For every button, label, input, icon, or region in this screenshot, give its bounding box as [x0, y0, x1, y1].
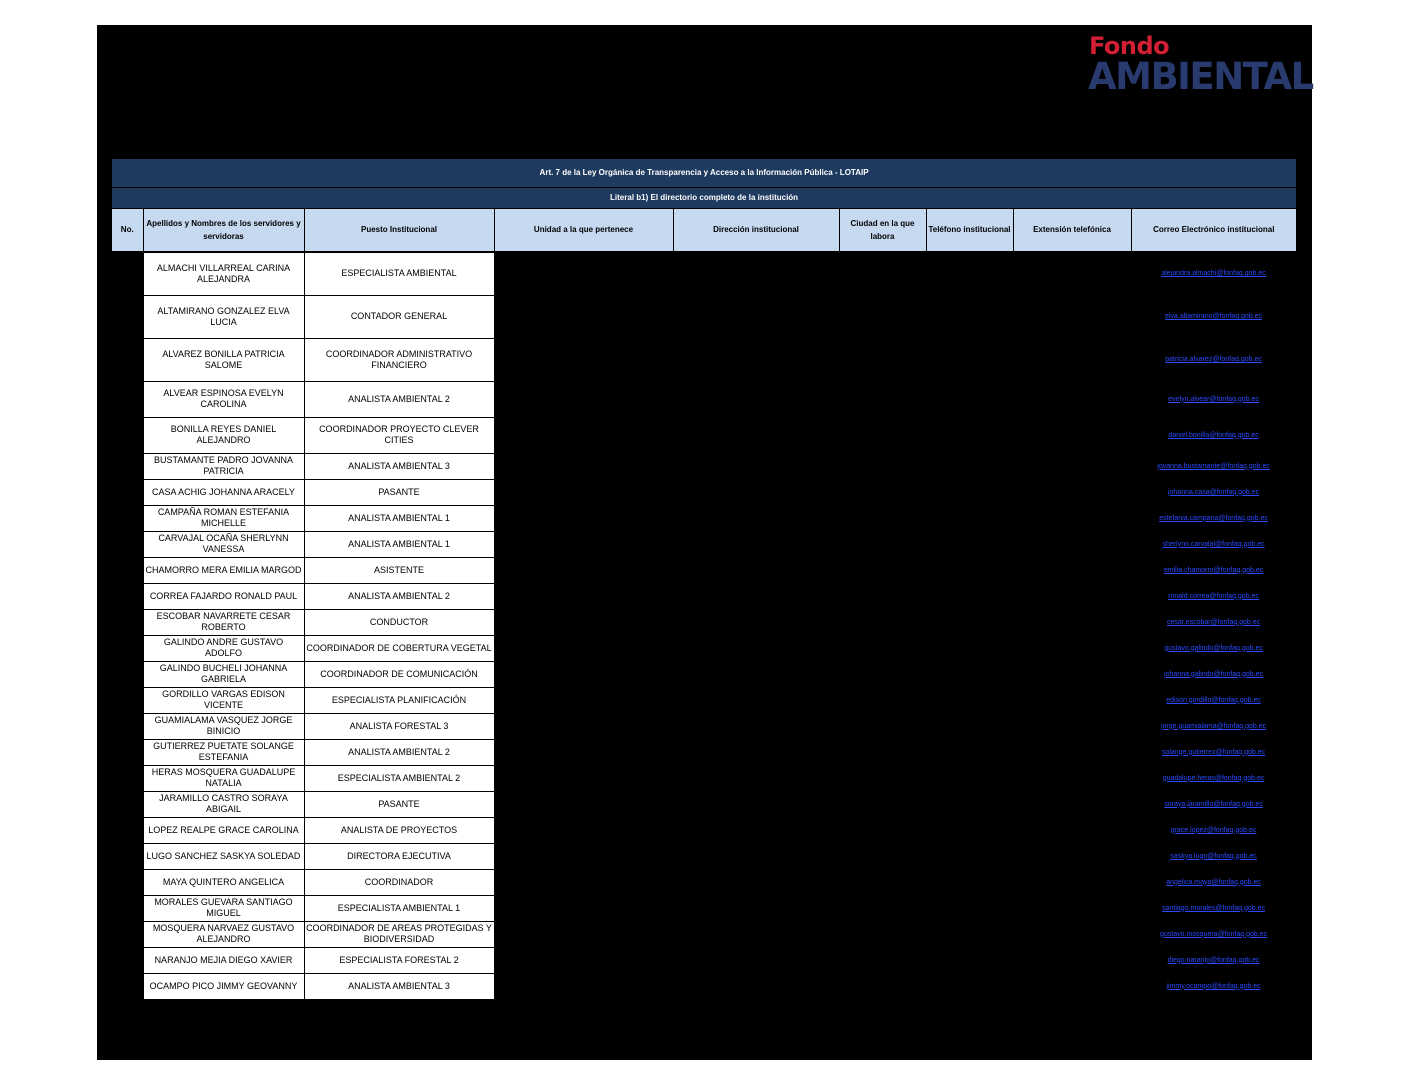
cell-position: DIRECTORA EJECUTIVA [304, 843, 494, 869]
cell-extension [1013, 921, 1131, 947]
header-city: Ciudad en la que labora [839, 208, 926, 251]
cell-name: HERAS MOSQUERA GUADALUPE NATALIA [143, 765, 304, 791]
cell-name: ALVEAR ESPINOSA EVELYN CAROLINA [143, 381, 304, 417]
cell-no [112, 869, 143, 895]
cell-city [839, 583, 926, 609]
table-row [112, 417, 1296, 453]
cell-no [112, 453, 143, 479]
cell-phone [926, 947, 1013, 973]
cell-city [839, 557, 926, 583]
cell-position: ESPECIALISTA AMBIENTAL 2 [304, 765, 494, 791]
email-link[interactable]: santiago.morales@fonfaq.gob.ec [1162, 904, 1265, 912]
cell-position: ANALISTA AMBIENTAL 3 [304, 973, 494, 999]
cell-address [673, 417, 839, 453]
cell-name: BUSTAMANTE PADRO JOVANNA PATRICIA [143, 453, 304, 479]
cell-no [112, 739, 143, 765]
email-link[interactable]: patricia.alvarez@fonfaq.gob.ec [1165, 356, 1262, 363]
cell-name: ALMACHI VILLARREAL CARINA ALEJANDRA [143, 252, 304, 295]
cell-extension [1013, 687, 1131, 713]
cell-no [112, 895, 143, 921]
cell-city [839, 609, 926, 635]
email-link[interactable]: evelyn.alvear@fonfaq.gob.ec [1168, 395, 1259, 403]
cell-city [839, 765, 926, 791]
email-link[interactable]: angelica.maya@fonfaq.gob.ec [1166, 878, 1261, 886]
cell-unit [494, 252, 673, 295]
email-link[interactable]: gustavo.galindo@fonfaq.gob.ec [1164, 644, 1263, 652]
cell-position: CONTADOR GENERAL [304, 295, 494, 338]
cell-extension [1013, 739, 1131, 765]
cell-city [839, 381, 926, 417]
cell-address [673, 661, 839, 687]
cell-unit [494, 557, 673, 583]
table-row [112, 895, 1296, 921]
cell-unit [494, 417, 673, 453]
cell-name: GORDILLO VARGAS EDISON VICENTE [143, 687, 304, 713]
cell-unit [494, 947, 673, 973]
cell-unit [494, 338, 673, 381]
cell-extension [1013, 765, 1131, 791]
cell-address [673, 921, 839, 947]
cell-unit [494, 381, 673, 417]
cell-position: COORDINADOR PROYECTO CLEVER CITIES [304, 417, 494, 453]
cell-position: ESPECIALISTA AMBIENTAL 1 [304, 895, 494, 921]
cell-no [112, 843, 143, 869]
header-name: Apellidos y Nombres de los servidores y servidoras [143, 208, 304, 251]
cell-phone [926, 713, 1013, 739]
cell-city [839, 531, 926, 557]
cell-extension [1013, 713, 1131, 739]
cell-phone [926, 583, 1013, 609]
table-row [112, 338, 1296, 381]
cell-name: CAMPAÑA ROMAN ESTEFANIA MICHELLE [143, 505, 304, 531]
cell-address [673, 765, 839, 791]
cell-no [112, 295, 143, 338]
table-subtitle: Literal b1) El directorio completo de la institución [112, 187, 1296, 208]
cell-position: COORDINADOR [304, 869, 494, 895]
cell-city [839, 713, 926, 739]
cell-no [112, 479, 143, 505]
header-no: No. [112, 208, 143, 251]
cell-unit [494, 817, 673, 843]
table-row [112, 921, 1296, 947]
fondo-ambiental-logo [1088, 32, 1313, 98]
cell-phone [926, 973, 1013, 999]
cell-address [673, 583, 839, 609]
cell-city [839, 869, 926, 895]
cell-phone [926, 557, 1013, 583]
cell-address [673, 817, 839, 843]
cell-no [112, 609, 143, 635]
cell-position: COORDINADOR DE COMUNICACIÓN [304, 661, 494, 687]
table-row [112, 453, 1296, 479]
cell-no [112, 252, 143, 295]
cell-address [673, 609, 839, 635]
email-link[interactable]: cesar.escobar@fonfaq.gob.ec [1167, 618, 1261, 626]
cell-position: ASISTENTE [304, 557, 494, 583]
email-link[interactable]: elva.altamirano@fonfaq.gob.ec [1165, 313, 1263, 320]
cell-position: ESPECIALISTA FORESTAL 2 [304, 947, 494, 973]
cell-no [112, 505, 143, 531]
cell-city [839, 479, 926, 505]
header-unit: Unidad a la que pertenece [494, 208, 673, 251]
cell-city [839, 895, 926, 921]
table-row [112, 479, 1296, 505]
cell-phone [926, 843, 1013, 869]
table-row [112, 583, 1296, 609]
cell-name: CARVAJAL OCAÑA SHERLYNN VANESSA [143, 531, 304, 557]
logo-line-1: Fondo [1089, 32, 1170, 60]
cell-position: ESPECIALISTA PLANIFICACIÓN [304, 687, 494, 713]
cell-extension [1013, 531, 1131, 557]
email-link[interactable]: solange.gutierrez@fonfaq.gob.ec [1161, 748, 1266, 756]
cell-city [839, 505, 926, 531]
cell-position: PASANTE [304, 791, 494, 817]
cell-city [839, 843, 926, 869]
cell-name: GALINDO ANDRE GUSTAVO ADOLFO [143, 635, 304, 661]
cell-extension [1013, 453, 1131, 479]
cell-address [673, 869, 839, 895]
cell-name: JARAMILLO CASTRO SORAYA ABIGAIL [143, 791, 304, 817]
cell-extension [1013, 295, 1131, 338]
cell-address [673, 531, 839, 557]
cell-no [112, 635, 143, 661]
email-link[interactable]: guadalupe.heras@fonfaq.gob.ec [1162, 774, 1265, 782]
cell-unit [494, 531, 673, 557]
cell-address [673, 973, 839, 999]
cell-phone [926, 869, 1013, 895]
cell-no [112, 713, 143, 739]
cell-phone [926, 505, 1013, 531]
cell-unit [494, 453, 673, 479]
cell-unit [494, 687, 673, 713]
cell-phone [926, 295, 1013, 338]
table-row [112, 869, 1296, 895]
cell-phone [926, 817, 1013, 843]
cell-address [673, 843, 839, 869]
cell-position: ESPECIALISTA AMBIENTAL [304, 252, 494, 295]
cell-phone [926, 417, 1013, 453]
cell-phone [926, 635, 1013, 661]
table-row [112, 973, 1296, 999]
cell-address [673, 338, 839, 381]
email-link[interactable]: saskya.lugo@fonfaq.gob.ec [1170, 852, 1257, 860]
cell-address [673, 557, 839, 583]
cell-city [839, 687, 926, 713]
email-link[interactable]: edison.gordillo@fonfaq.gob.ec [1166, 696, 1261, 704]
table-row [112, 713, 1296, 739]
cell-position: CONDUCTOR [304, 609, 494, 635]
cell-name: ESCOBAR NAVARRETE CESAR ROBERTO [143, 609, 304, 635]
cell-position: PASANTE [304, 479, 494, 505]
table-row [112, 687, 1296, 713]
cell-city [839, 973, 926, 999]
cell-extension [1013, 635, 1131, 661]
cell-extension [1013, 557, 1131, 583]
cell-address [673, 381, 839, 417]
email-link[interactable]: johanna.galindo@fonfaq.gob.ec [1164, 670, 1264, 678]
email-link[interactable]: estefania.campana@fonfaq.gob.ec [1159, 514, 1268, 522]
email-link[interactable]: johanna.casa@fonfaq.gob.ec [1167, 488, 1260, 496]
email-link[interactable]: grace.lopez@fonfaq.gob.ec [1170, 826, 1257, 834]
cell-phone [926, 765, 1013, 791]
cell-address [673, 453, 839, 479]
cell-city [839, 635, 926, 661]
email-link[interactable]: daniel.bonilla@fonfaq.gob.ec [1168, 431, 1259, 439]
table-row [112, 531, 1296, 557]
cell-phone [926, 895, 1013, 921]
cell-unit [494, 739, 673, 765]
cell-name: CASA ACHIG JOHANNA ARACELY [143, 479, 304, 505]
email-link[interactable]: sherlynn.carvajal@fonfaq.gob.ec [1162, 540, 1265, 548]
cell-unit [494, 921, 673, 947]
cell-no [112, 583, 143, 609]
cell-position: ANALISTA DE PROYECTOS [304, 817, 494, 843]
email-link[interactable]: diego.naranjo@fonfaq.gob.ec [1167, 956, 1260, 964]
cell-phone [926, 791, 1013, 817]
cell-extension [1013, 505, 1131, 531]
cell-position: ANALISTA AMBIENTAL 1 [304, 531, 494, 557]
email-link[interactable]: emilia.chamorro@fonfaq.gob.ec [1163, 566, 1264, 574]
cell-unit [494, 895, 673, 921]
cell-position: ANALISTA AMBIENTAL 3 [304, 453, 494, 479]
cell-city [839, 947, 926, 973]
cell-city [839, 817, 926, 843]
cell-city [839, 338, 926, 381]
cell-phone [926, 739, 1013, 765]
header-position: Puesto Institucional [304, 208, 494, 251]
header-address: Dirección institucional [673, 208, 839, 251]
logo-line-2: AMBIENTAL [1088, 55, 1313, 98]
cell-name: OCAMPO PICO JIMMY GEOVANNY [143, 973, 304, 999]
directory-table [112, 159, 1296, 1000]
cell-extension [1013, 895, 1131, 921]
cell-unit [494, 843, 673, 869]
cell-extension [1013, 791, 1131, 817]
email-link[interactable]: soraya.jaramillo@fonfaq.gob.ec [1164, 800, 1263, 808]
table-row [112, 843, 1296, 869]
cell-no [112, 973, 143, 999]
cell-city [839, 661, 926, 687]
table-row [112, 765, 1296, 791]
table-row [112, 791, 1296, 817]
cell-extension [1013, 843, 1131, 869]
cell-city [839, 417, 926, 453]
cell-unit [494, 869, 673, 895]
cell-name: MAYA QUINTERO ANGELICA [143, 869, 304, 895]
cell-extension [1013, 417, 1131, 453]
cell-phone [926, 661, 1013, 687]
cell-name: LOPEZ REALPE GRACE CAROLINA [143, 817, 304, 843]
cell-no [112, 661, 143, 687]
table-row [112, 381, 1296, 417]
cell-phone [926, 453, 1013, 479]
cell-name: LUGO SANCHEZ SASKYA SOLEDAD [143, 843, 304, 869]
table-title: Art. 7 de la Ley Orgánica de Transparencia y Acceso a la Información Pública - LOTAIP [112, 159, 1296, 187]
cell-unit [494, 479, 673, 505]
cell-address [673, 947, 839, 973]
cell-unit [494, 791, 673, 817]
cell-position: ANALISTA AMBIENTAL 2 [304, 739, 494, 765]
cell-address [673, 687, 839, 713]
cell-phone [926, 338, 1013, 381]
cell-name: MOSQUERA NARVAEZ GUSTAVO ALEJANDRO [143, 921, 304, 947]
cell-extension [1013, 252, 1131, 295]
cell-city [839, 739, 926, 765]
cell-name: BONILLA REYES DANIEL ALEJANDRO [143, 417, 304, 453]
email-link[interactable]: jorge.guamialama@fonfaq.gob.ec [1160, 722, 1267, 730]
table-row [112, 947, 1296, 973]
cell-address [673, 505, 839, 531]
cell-no [112, 381, 143, 417]
cell-position: COORDINADOR DE AREAS PROTEGIDAS Y BIODIVERSIDAD [304, 921, 494, 947]
cell-city [839, 295, 926, 338]
header-phone: Teléfono institucional [926, 208, 1013, 251]
header-email: Correo Electrónico institucional [1131, 208, 1296, 251]
cell-no [112, 338, 143, 381]
email-link[interactable]: gustavo.mosquera@fonfaq.gob.ec [1159, 930, 1268, 938]
cell-extension [1013, 609, 1131, 635]
cell-no [112, 921, 143, 947]
table-row [112, 252, 1296, 295]
cell-position: ANALISTA AMBIENTAL 1 [304, 505, 494, 531]
cell-phone [926, 252, 1013, 295]
cell-extension [1013, 947, 1131, 973]
header-extension: Extensión telefónica [1013, 208, 1131, 251]
cell-no [112, 817, 143, 843]
cell-no [112, 687, 143, 713]
cell-phone [926, 609, 1013, 635]
cell-address [673, 252, 839, 295]
cell-address [673, 295, 839, 338]
cell-no [112, 947, 143, 973]
cell-phone [926, 479, 1013, 505]
cell-address [673, 635, 839, 661]
cell-name: ALVAREZ BONILLA PATRICIA SALOME [143, 338, 304, 381]
cell-position: ANALISTA AMBIENTAL 2 [304, 381, 494, 417]
cell-name: MORALES GUEVARA SANTIAGO MIGUEL [143, 895, 304, 921]
cell-no [112, 791, 143, 817]
cell-no [112, 417, 143, 453]
cell-unit [494, 583, 673, 609]
cell-address [673, 791, 839, 817]
cell-city [839, 252, 926, 295]
cell-city [839, 921, 926, 947]
cell-no [112, 557, 143, 583]
cell-no [112, 765, 143, 791]
cell-name: GALINDO BUCHELI JOHANNA GABRIELA [143, 661, 304, 687]
cell-city [839, 791, 926, 817]
cell-position: ANALISTA FORESTAL 3 [304, 713, 494, 739]
cell-extension [1013, 817, 1131, 843]
table-row [112, 635, 1296, 661]
cell-extension [1013, 973, 1131, 999]
table-row [112, 817, 1296, 843]
table-row [112, 661, 1296, 687]
cell-extension [1013, 338, 1131, 381]
cell-unit [494, 609, 673, 635]
cell-extension [1013, 869, 1131, 895]
table-row [112, 557, 1296, 583]
cell-position: COORDINADOR ADMINISTRATIVO FINANCIERO [304, 338, 494, 381]
cell-city [839, 453, 926, 479]
cell-position: COORDINADOR DE COBERTURA VEGETAL [304, 635, 494, 661]
cell-unit [494, 973, 673, 999]
cell-name: GUAMIALAMA VASQUEZ JORGE BINICIO [143, 713, 304, 739]
cell-phone [926, 921, 1013, 947]
cell-position: ANALISTA AMBIENTAL 2 [304, 583, 494, 609]
email-link[interactable]: ronald.correa@fonfaq.gob.ec [1168, 592, 1259, 600]
cell-no [112, 531, 143, 557]
cell-address [673, 895, 839, 921]
cell-unit [494, 661, 673, 687]
cell-unit [494, 713, 673, 739]
cell-name: CORREA FAJARDO RONALD PAUL [143, 583, 304, 609]
table-row [112, 505, 1296, 531]
cell-extension [1013, 381, 1131, 417]
cell-unit [494, 295, 673, 338]
cell-name: ALTAMIRANO GONZALEZ ELVA LUCIA [143, 295, 304, 338]
cell-extension [1013, 661, 1131, 687]
cell-unit [494, 505, 673, 531]
table-row [112, 609, 1296, 635]
cell-address [673, 479, 839, 505]
cell-name: NARANJO MEJIA DIEGO XAVIER [143, 947, 304, 973]
cell-address [673, 713, 839, 739]
email-link[interactable]: jovanna.bustamante@fonfaq.gob.ec [1157, 462, 1270, 470]
cell-extension [1013, 479, 1131, 505]
cell-phone [926, 531, 1013, 557]
cell-extension [1013, 583, 1131, 609]
cell-unit [494, 765, 673, 791]
table-row [112, 295, 1296, 338]
email-link[interactable]: alejandra.almachi@fonfaq.gob.ec [1161, 270, 1266, 277]
cell-phone [926, 687, 1013, 713]
cell-phone [926, 381, 1013, 417]
table-row [112, 739, 1296, 765]
cell-unit [494, 635, 673, 661]
cell-name: GUTIERREZ PUETATE SOLANGE ESTEFANIA [143, 739, 304, 765]
cell-name: CHAMORRO MERA EMILIA MARGOD [143, 557, 304, 583]
email-link[interactable]: jimmy.ocampo@fonfaq.gob.ec [1166, 982, 1261, 990]
cell-address [673, 739, 839, 765]
